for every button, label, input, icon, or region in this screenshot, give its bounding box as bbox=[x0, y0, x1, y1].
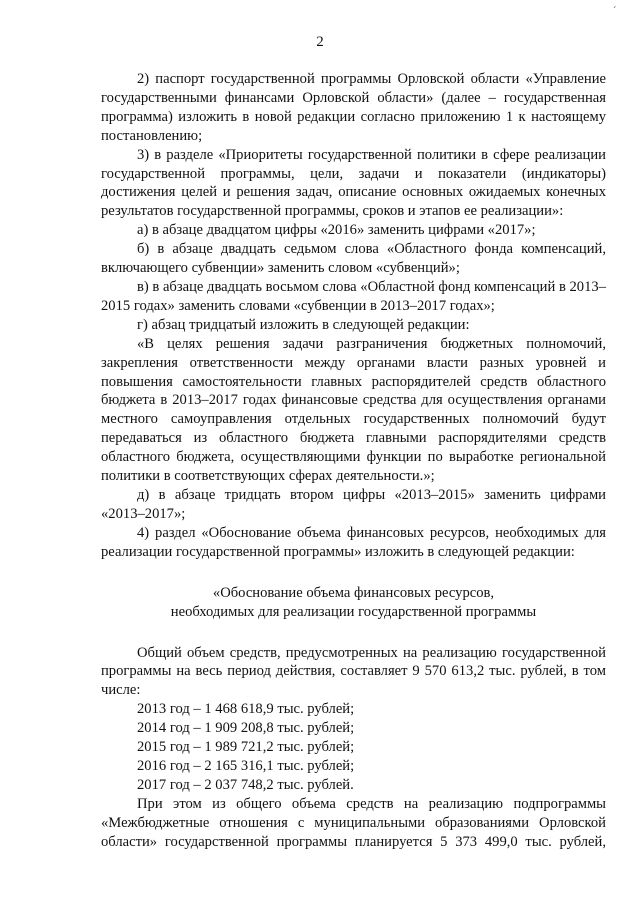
year-line-2015: 2015 год – 1 989 721,2 тыс. рублей; bbox=[137, 739, 355, 756]
paragraph-passport: 2) паспорт государственной программы Орловской области «Управление государственными финансами Орловской области» (далее – государственная программа) изложить в новой редакции согласно приложению 1 к настоящему постановлению; bbox=[101, 71, 606, 144]
paragraph-item-g: г) абзац тридцатый изложить в следующей редакции: bbox=[137, 316, 470, 333]
year-line-2017: 2017 год – 2 037 748,2 тыс. рублей. bbox=[137, 776, 354, 793]
document-body bbox=[101, 70, 606, 852]
paragraph-quoted-text: «В целях решения задачи разграничения бюджетных полномочий, закрепления ответственности между органами власти разных уровней и повышения самостоятельности главных распорядителей средств областного бюджета в 2013–2017 годах финансовые средства для осуществления органами местного самоуправления отдельных государственных полномочий будут передаваться из областного бюджета главными распорядителями средств областного бюджета, осуществляющими функции по выработке региональной политики в соответствующих сферах деятельности.»; bbox=[101, 335, 606, 485]
section-heading bbox=[101, 584, 606, 622]
paragraph-item-d: д) в абзаце тридцать втором цифры «2013–2015» заменить цифрами «2013–2017»; bbox=[101, 486, 606, 522]
paragraph-item-v: в) в абзаце двадцать восьмом слова «Областной фонд компенсаций в 2013–2015 годах» заменить словами «субвенции в 2013–2017 годах»; bbox=[101, 278, 606, 314]
paragraph-subprogram: При этом из общего объема средств на реализацию подпрограммы «Межбюджетные отношения с муниципальными образованиями Орловской области» государственной программы планируется 5 373 499,0 тыс. рублей, bbox=[101, 795, 606, 850]
page-number: 2 bbox=[316, 34, 324, 50]
year-line-2013: 2013 год – 1 468 618,9 тыс. рублей; bbox=[137, 701, 355, 718]
paragraph-section-resources: 4) раздел «Обоснование объема финансовых ресурсов, необходимых для реализации государственной программы» изложить в следующей редакции: bbox=[101, 524, 606, 560]
year-line-2016: 2016 год – 2 165 316,1 тыс. рублей; bbox=[137, 758, 355, 774]
paragraph-item-b: б) в абзаце двадцать седьмом слова «Областного фонда компенсаций, включающего субвенции» заменить словом «субвенций»; bbox=[101, 241, 606, 277]
corner-mark: ´ bbox=[613, 6, 617, 17]
section-heading-line-2: необходимых для реализации государственной программы bbox=[170, 603, 537, 620]
paragraph-section-priorities: 3) в разделе «Приоритеты государственной политики в сфере реализации государственной программы, цели, задачи и показатели (индикаторы) достижения целей и решения задач, описание основных ожидаемых конечных результатов государственной программы, сроков и этапов ее реализации»: bbox=[101, 146, 606, 220]
section-heading-line-1: «Обоснование объема финансовых ресурсов, bbox=[212, 584, 495, 601]
year-line-2014: 2014 год – 1 909 208,8 тыс. рублей; bbox=[137, 720, 355, 737]
paragraph-item-a: а) в абзаце двадцатом цифры «2016» заменить цифрами «2017»; bbox=[137, 222, 536, 239]
paragraph-total-volume: Общий объем средств, предусмотренных на реализацию государственной программы на весь период действия, составляет 9 570 613,2 тыс. рублей, в том числе: bbox=[101, 644, 606, 699]
